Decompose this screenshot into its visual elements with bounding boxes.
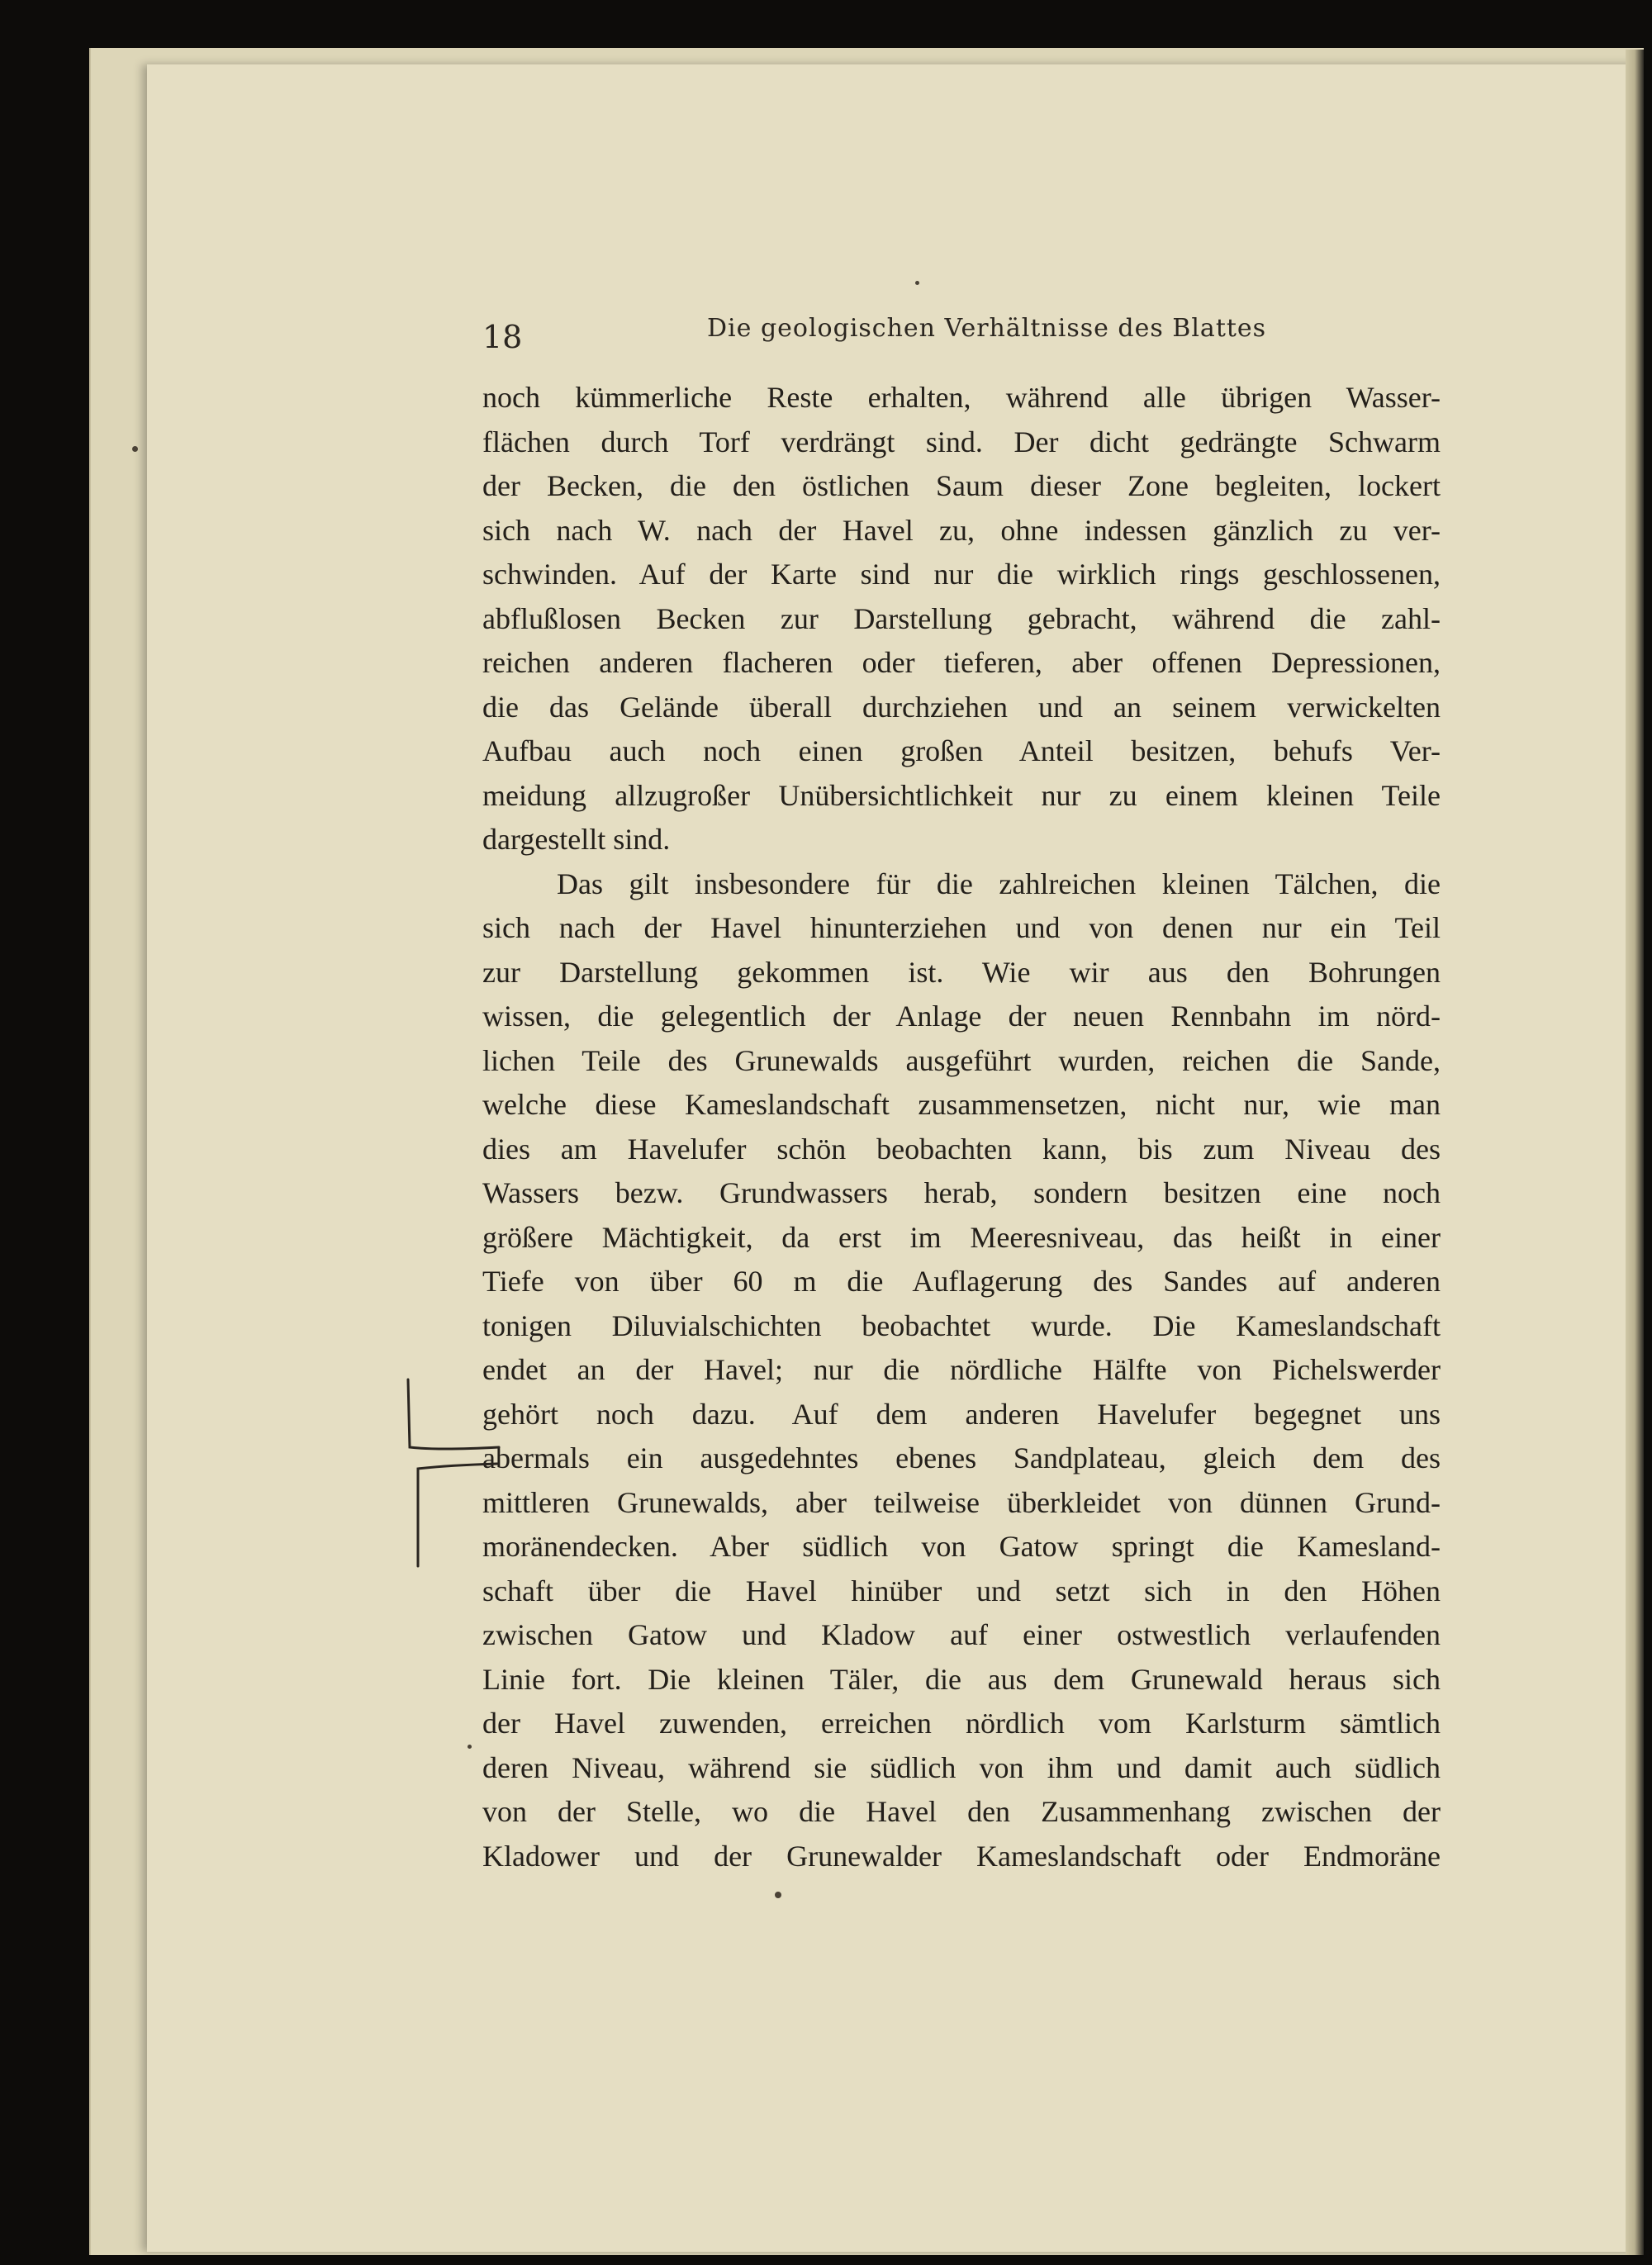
text-line: abermals ein ausgedehntes ebenes Sandplateau, gleich dem des [482,1441,1441,1474]
text-line: reichen anderen flacheren oder tieferen, aber offenen Depressionen, [482,646,1441,679]
text-line: gehört noch dazu. Auf dem anderen Havelufer begegnet uns [482,1397,1441,1431]
text-line: der Becken, die den östlichen Saum dieser Zone begleiten, lockert [482,469,1441,502]
text-line: noch kümmerliche Reste erhalten, während alle übrigen Wasser- [482,381,1441,414]
text-line: der Havel zuwenden, erreichen nördlich vom Karlsturm sämtlich [482,1707,1441,1740]
text-line: schwinden. Auf der Karte sind nur die wirklich rings geschlossenen, [482,558,1441,591]
text-line: größere Mächtigkeit, da erst im Meeresniveau, das heißt in einer [482,1220,1441,1254]
text-line: sich nach der Havel hinunterziehen und von denen nur ein Teil [482,911,1441,944]
scan-speck [132,446,138,452]
text-line-paragraph-start: Das gilt insbesondere für die zahlreichen kleinen Tälchen, die [557,867,1441,900]
body-text [482,376,1441,1878]
text-line: tonigen Diluvialschichten beobachtet wurde. Die Kameslandschaft [482,1308,1441,1342]
text-line: zur Darstellung gekommen ist. Wie wir aus den Bohrungen [482,955,1441,989]
text-line: meidung allzugroßer Unübersichtlichkeit nur zu einem kleinen Teile [482,778,1441,812]
scan-speck [468,1745,472,1749]
text-line: mittleren Grunewalds, aber teilweise überkleidet von dünnen Grund- [482,1485,1441,1519]
text-line: zwischen Gatow und Kladow auf einer ostwestlich verlaufenden [482,1618,1441,1651]
text-line: Aufbau auch noch einen großen Anteil besitzen, behufs Ver- [482,734,1441,767]
text-line-paragraph-end: dargestellt sind. [482,823,671,856]
text-line: die das Gelände überall durchziehen und an seinem verwickelten [482,690,1441,724]
text-line: Wassers bezw. Grundwassers herab, sondern besitzen eine noch [482,1176,1441,1209]
page-header [482,314,1441,363]
text-line: von der Stelle, wo die Havel den Zusammenhang zwischen der [482,1795,1441,1828]
text-line: Linie fort. Die kleinen Täler, die aus dem Grunewald heraus sich [482,1662,1441,1696]
text-line: sich nach W. nach der Havel zu, ohne indessen gänzlich zu ver- [482,513,1441,547]
text-line: schaft über die Havel hinüber und setzt sich in den Höhen [482,1574,1441,1607]
text-line: deren Niveau, während sie südlich von ihm und damit auch südlich [482,1750,1441,1784]
scan-speck [915,281,919,285]
page-number: 18 [482,319,523,355]
page-edge [1626,50,1644,2255]
running-head: Die geologischen Verhältnisse des Blattes [707,314,1267,343]
text-line: lichen Teile des Grunewalds ausgeführt wurden, reichen die Sande, [482,1043,1441,1077]
text-line: moränendecken. Aber südlich von Gatow springt die Kamesland- [482,1530,1441,1563]
text-line: dies am Havelufer schön beobachten kann, bis zum Niveau des [482,1132,1441,1166]
text-line: Tiefe von über 60 m die Auflagerung des Sandes auf anderen [482,1265,1441,1298]
text-line: welche diese Kameslandschaft zusammensetzen, nicht nur, wie man [482,1088,1441,1121]
text-line: abflußlosen Becken zur Darstellung gebracht, während die zahl- [482,601,1441,635]
text-line: flächen durch Torf verdrängt sind. Der dicht gedrängte Schwarm [482,425,1441,458]
scan-speck [775,1892,781,1898]
text-line: endet an der Havel; nur die nördliche Hälfte von Pichelswerder [482,1353,1441,1386]
text-line: Kladower und der Grunewalder Kameslandschaft oder Endmoräne [482,1839,1441,1873]
text-line: wissen, die gelegentlich der Anlage der neuen Rennbahn im nörd- [482,1000,1441,1033]
handwritten-bracket-mark [388,1378,504,1593]
